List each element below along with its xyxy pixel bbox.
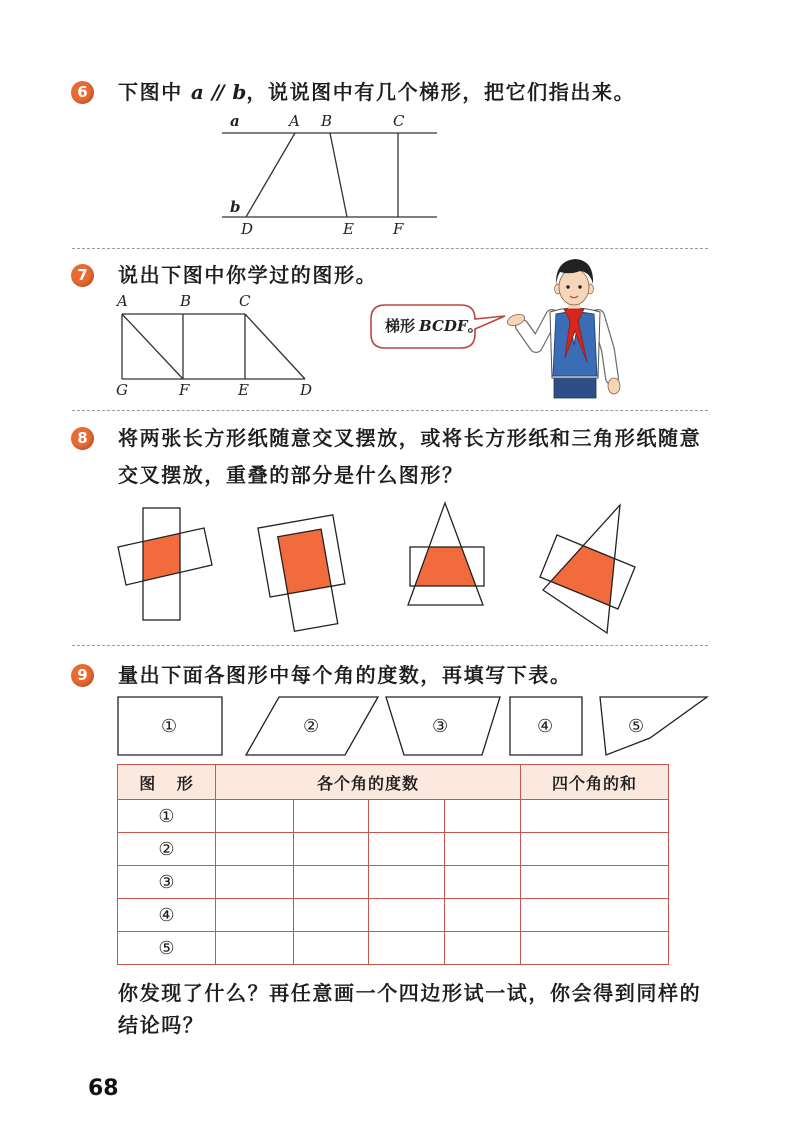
angle-cell bbox=[216, 800, 294, 833]
table-row bbox=[118, 932, 669, 965]
label-point-A: A bbox=[289, 112, 300, 130]
row-shape-label: ① bbox=[118, 800, 216, 833]
angle-cell bbox=[445, 932, 521, 965]
angle-cell bbox=[369, 899, 445, 932]
label-line-a: a bbox=[230, 112, 240, 130]
shape-label: ④ bbox=[537, 716, 554, 737]
angle-cell bbox=[369, 866, 445, 899]
overlap-figure-4 bbox=[540, 505, 635, 633]
angle-cell bbox=[216, 899, 294, 932]
problem-9-prompt: 量出下面各图形中每个角的度数，再填写下表。 bbox=[118, 663, 572, 687]
header-angles: 各个角的度数 bbox=[216, 765, 521, 800]
overlap-figure-2 bbox=[258, 515, 352, 635]
row-shape-label: ② bbox=[118, 833, 216, 866]
shape-label: ② bbox=[303, 716, 320, 737]
boy-illustration bbox=[506, 259, 620, 398]
problem-number-badge: 9 bbox=[71, 664, 94, 687]
segment-AD bbox=[246, 133, 295, 217]
bubble-punctuation: 。 bbox=[467, 317, 483, 335]
table-header-row bbox=[118, 765, 669, 800]
prompt-text: ，说说图中有几个梯形，把它们指出来。 bbox=[246, 80, 636, 104]
shape-label: ⑤ bbox=[628, 716, 645, 737]
sum-cell bbox=[521, 833, 669, 866]
problem-7-labels bbox=[115, 292, 312, 399]
prompt-text: 下图中 bbox=[118, 80, 183, 104]
angle-cell bbox=[294, 932, 369, 965]
problem-6-prompt bbox=[118, 80, 635, 104]
segment-CD bbox=[245, 314, 305, 379]
sum-cell bbox=[521, 932, 669, 965]
angle-cell bbox=[445, 833, 521, 866]
parallel-symbol: // bbox=[211, 80, 223, 104]
bubble-letters: BCDF bbox=[419, 317, 468, 335]
problem-7-prompt: 说出下图中你学过的图形。 bbox=[118, 263, 378, 287]
table-row bbox=[118, 833, 669, 866]
row-shape-label: ④ bbox=[118, 899, 216, 932]
problem-number-badge: 6 bbox=[71, 81, 94, 104]
shape-label: ① bbox=[161, 716, 178, 737]
label-point-E: E bbox=[238, 381, 249, 399]
angle-cell bbox=[445, 800, 521, 833]
header-shape: 图 形 bbox=[118, 765, 216, 800]
label-point-B: B bbox=[180, 292, 192, 310]
angle-cell bbox=[369, 932, 445, 965]
label-point-F: F bbox=[393, 220, 404, 238]
sum-cell bbox=[521, 800, 669, 833]
face bbox=[559, 269, 589, 305]
sum-cell bbox=[521, 866, 669, 899]
angle-cell bbox=[445, 866, 521, 899]
problem-6-labels bbox=[230, 112, 405, 238]
segment-BE bbox=[330, 133, 347, 217]
label-point-D: D bbox=[300, 381, 313, 399]
shape-5-quadrilateral bbox=[600, 697, 707, 755]
quadrilateral-shapes bbox=[118, 697, 707, 755]
dashed-divider bbox=[72, 645, 708, 646]
follow-up-question-line: 你发现了什么？再任意画一个四边形试一试，你会得到同样的 bbox=[118, 981, 702, 1005]
page-number: 68 bbox=[88, 1076, 119, 1101]
angle-cell bbox=[216, 833, 294, 866]
bubble-word: 梯形 bbox=[385, 317, 416, 335]
label-point-F: F bbox=[179, 381, 190, 399]
table-row bbox=[118, 899, 669, 932]
right-hand bbox=[608, 378, 620, 394]
label-point-G: G bbox=[116, 381, 128, 399]
problem-number-badge: 8 bbox=[71, 427, 94, 450]
angle-cell bbox=[445, 899, 521, 932]
eye bbox=[578, 285, 581, 288]
angle-measurement-table bbox=[117, 764, 669, 965]
label-point-C: C bbox=[393, 112, 405, 130]
label-point-E: E bbox=[343, 220, 354, 238]
shape-label: ③ bbox=[432, 716, 449, 737]
variable-b: b bbox=[232, 80, 247, 104]
angle-cell bbox=[294, 800, 369, 833]
eye bbox=[566, 285, 569, 288]
overlap-figure-1 bbox=[118, 508, 212, 620]
row-shape-label: ③ bbox=[118, 866, 216, 899]
segment-AF bbox=[122, 314, 183, 379]
table-row bbox=[118, 866, 669, 899]
angle-cell bbox=[369, 800, 445, 833]
label-point-D: D bbox=[241, 220, 254, 238]
table-row bbox=[118, 800, 669, 833]
problem-8-prompt-line: 交叉摆放，重叠的部分是什么图形？ bbox=[118, 463, 464, 487]
label-line-b: b bbox=[230, 198, 241, 216]
parallel-lines-trapezoid-figure bbox=[222, 133, 437, 217]
dashed-divider bbox=[72, 410, 708, 411]
overlap-figure-3 bbox=[408, 503, 484, 605]
speech-bubble-text bbox=[385, 316, 483, 336]
sum-cell bbox=[521, 899, 669, 932]
row-shape-label: ⑤ bbox=[118, 932, 216, 965]
dashed-divider bbox=[72, 248, 708, 249]
problem-number-badge: 7 bbox=[71, 264, 94, 287]
label-point-B: B bbox=[321, 112, 333, 130]
variable-a: a bbox=[190, 80, 204, 104]
angle-cell bbox=[216, 866, 294, 899]
problem-8-prompt-line: 将两张长方形纸随意交叉摆放，或将长方形纸和三角形纸随意 bbox=[118, 426, 702, 450]
angle-cell bbox=[294, 866, 369, 899]
angle-cell bbox=[216, 932, 294, 965]
angle-cell bbox=[294, 833, 369, 866]
header-angle-sum: 四个角的和 bbox=[521, 765, 669, 800]
label-point-A: A bbox=[117, 292, 128, 310]
angle-cell bbox=[369, 833, 445, 866]
follow-up-question-line: 结论吗？ bbox=[118, 1013, 205, 1037]
label-point-C: C bbox=[239, 292, 251, 310]
composite-shape-figure bbox=[122, 314, 305, 379]
angle-cell bbox=[294, 899, 369, 932]
